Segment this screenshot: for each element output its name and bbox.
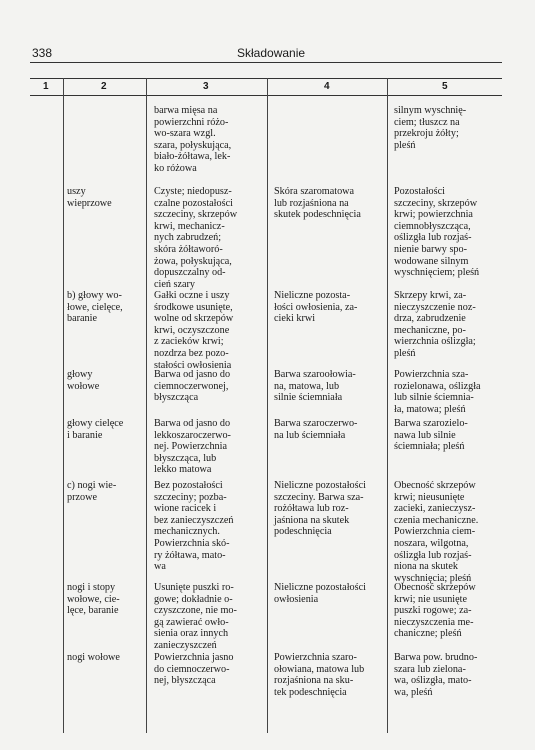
table-cell-c4: Skóra szaromatowa lub rozjaśniona na skutek podeschnięcia	[274, 186, 361, 221]
page-number: 338	[32, 46, 53, 60]
table-cell-c4: Barwa szaroołowia- na, matowa, lub silnie ściemniała	[274, 369, 356, 404]
data-table	[30, 78, 502, 733]
table-cell-c3: Barwa od jasno do lekkoszaroczerwo- nej. Powierzchnia błyszcząca, lub lekko matowa	[154, 418, 231, 476]
table-cell-c5: Barwa pow. brudno- szara lub zielona- wa, oślizgła, mato- wa, pleśń	[394, 652, 478, 698]
page-title: Składowanie	[237, 46, 306, 60]
column-header-4: 4	[324, 81, 330, 92]
table-cell-c4: Powierzchnia szaro- ołowiana, matowa lub rozjaśniona na sku- tek podeschnięcia	[274, 652, 365, 698]
table-top-rule	[30, 78, 502, 79]
table-cell-c2: głowy wołowe	[67, 369, 100, 392]
table-cell-c4: Nieliczne pozostałości szczeciny. Barwa sza- rożółtawa lub roz- jaśniona na skutek podeschnięcia	[274, 480, 366, 538]
table-cell-c4: Nieliczne pozostałości owłosienia	[274, 582, 366, 605]
table-cell-c5: Pozostałości szczeciny, skrzepów krwi; powierzchnia ciemnobłyszcząca, oślizgła lub rozjaś- nienie barwy spo- wodowane silnym wyschnięciem; pleśń	[394, 186, 480, 279]
table-cell-c3: Czyste; niedopusz- czalne pozostałości szczeciny, skrzepów krwi, mechanicz- nych zabrudzeń; skóra żółtaworó- żowa, połyskująca, dopuszczalny od- cień szary	[154, 186, 238, 290]
column-divider	[267, 78, 268, 733]
table-cell-c3: Bez pozostałości szczeciny; pozba- wione racicek i bez zanieczyszczeń mechanicznych. Powierzchnia skó- ry żółtawa, mato- wa	[154, 480, 234, 573]
column-divider	[146, 78, 147, 733]
table-cell-c5: Skrzepy krwi, za- nieczyszczenie noz- drza, zabrudzenie mechaniczne, po- wierzchnia oślizgła; pleśń	[394, 290, 476, 359]
column-divider	[387, 78, 388, 733]
table-cell-c2: c) nogi wie- przowe	[67, 480, 117, 503]
table-cell-c2: głowy cielęce i baranie	[67, 418, 124, 441]
table-cell-c5: silnym wyschnię- ciem; tłuszcz na przekroju żółty; pleśń	[394, 105, 467, 151]
table-cell-c5: Powierzchnia sza- rozielonawa, oślizgła lub silnie ściemnia- ła, matowa; pleśń	[394, 369, 481, 415]
table-cell-c5: Obecność skrzepów krwi; nieusunięte zacieki, zanieczysz- czenia mechaniczne. Powierzchnia ciem- noszara, wilgotna, oślizgła lub rozjaś- niona na skutek wyschnięcia; pleśń	[394, 480, 479, 584]
table-cell-c3: Powierzchnia jasno do ciemnoczerwo- nej, błyszcząca	[154, 652, 234, 687]
column-header-5: 5	[442, 81, 448, 92]
table-cell-c5: Obecność skrzepów krwi; nie usunięte puszki rogowe; za- nieczyszczenia me- chaniczne; pleśń	[394, 582, 476, 640]
column-header-2: 2	[101, 81, 107, 92]
column-header-1: 1	[43, 81, 49, 92]
running-header	[32, 46, 502, 62]
table-header-rule	[30, 95, 502, 96]
table-cell-c5: Barwa szarozielo- nawa lub silnie ściemniała; pleśń	[394, 418, 468, 453]
table-cell-c2: nogi i stopy wołowe, cie- lęce, baranie	[67, 582, 120, 617]
watermark	[0, 668, 535, 713]
table-cell-c2: b) głowy wo- łowe, cielęce, baranie	[67, 290, 123, 325]
table-cell-c4: Barwa szaroczerwo- na lub ściemniała	[274, 418, 358, 441]
table-cell-c3: Gałki oczne i uszy środkowe usunięte, wolne od skrzepów krwi, oczyszczone z zacieków krwi; nozdrza bez pozo- stałości owłosienia	[154, 290, 234, 371]
column-header-3: 3	[203, 81, 209, 92]
table-cell-c4: Nieliczne pozosta- łości owłosienia, za- cieki krwi	[274, 290, 358, 325]
table-cell-c2: nogi wołowe	[67, 652, 120, 663]
table-cell-c2: uszy wieprzowe	[67, 186, 112, 209]
table-cell-c3: barwa mięsa na powierzchni różo- wo-szara wzgl. szara, połyskująca, biało-żółtawa, lek- ko różowa	[154, 105, 232, 174]
header-rule	[30, 62, 502, 63]
table-cell-c3: Usunięte puszki ro- gowe; dokładnie o- czyszczone, nie mo- gą zawierać owło- sienia oraz innych zanieczyszczeń	[154, 582, 237, 651]
column-divider	[63, 78, 64, 733]
table-cell-c3: Barwa od jasno do ciemnoczerwonej, błyszcząca	[154, 369, 231, 404]
